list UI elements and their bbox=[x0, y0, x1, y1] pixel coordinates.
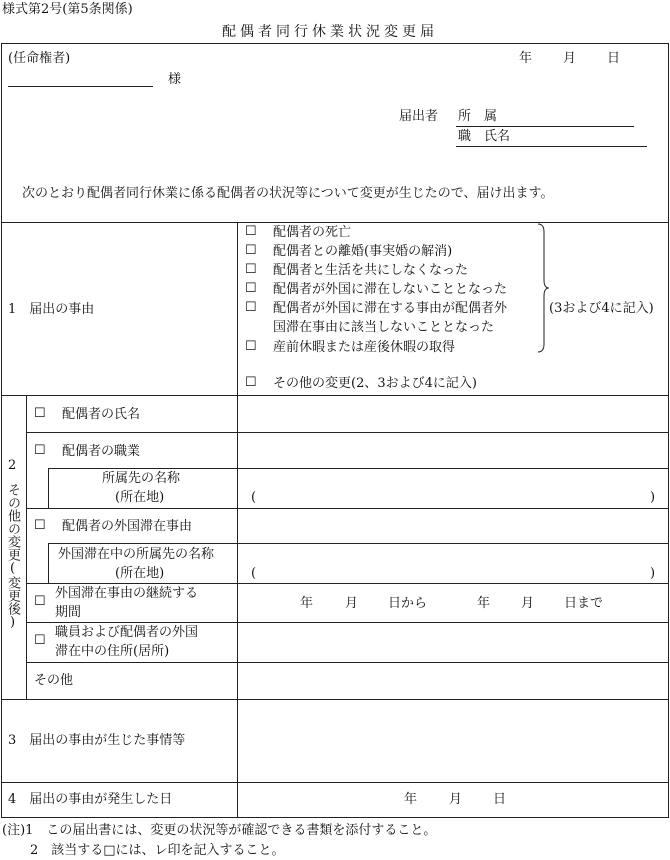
indent-divider-2 bbox=[48, 543, 49, 583]
section2-vertical-label: その他の変更(変更後) bbox=[5, 483, 20, 630]
opt6-checkbox[interactable]: ☐ bbox=[245, 339, 257, 354]
period-to: 日まで bbox=[564, 596, 604, 611]
section2-value-divider bbox=[237, 395, 238, 699]
note-1: (注)1 この届出書には、変更の状況等が確認できる書類を添付すること。 bbox=[2, 823, 437, 838]
opt4-checkbox[interactable]: ☐ bbox=[245, 281, 257, 296]
spouse-name-label: 配偶者の氏名 bbox=[62, 407, 141, 422]
rule-section2-bottom bbox=[1, 699, 669, 700]
rule-r2 bbox=[48, 468, 668, 469]
rule-r7 bbox=[26, 662, 668, 663]
period-checkbox[interactable]: ☐ bbox=[34, 594, 46, 609]
section4-label: 4 届出の事由が発生した日 bbox=[8, 792, 173, 807]
opt2-label: 配偶者との離婚(事実婚の解消) bbox=[273, 244, 453, 259]
frame-left bbox=[1, 43, 2, 818]
stay-reason-label: 配偶者の外国滞在事由 bbox=[62, 519, 193, 534]
section4-month: 月 bbox=[449, 792, 463, 807]
period-month2: 月 bbox=[521, 596, 535, 611]
period-label-1: 外国滞在事由の継続する bbox=[55, 586, 199, 601]
section1-label: 1 届出の事由 bbox=[8, 302, 95, 317]
stay-reason-checkbox[interactable]: ☐ bbox=[34, 518, 46, 533]
sama-label: 様 bbox=[168, 72, 182, 87]
note-2: 2 該当する□には、レ印を記入すること。 bbox=[30, 843, 285, 858]
section4-day: 日 bbox=[493, 792, 507, 807]
org-name-label: 所属先の名称 bbox=[102, 471, 181, 486]
indent-divider-1 bbox=[48, 468, 49, 508]
opt1-checkbox[interactable]: ☐ bbox=[245, 224, 257, 239]
opt5-label: 配偶者が外国に滞在する事由が配偶者外 bbox=[273, 301, 508, 316]
brace-note: (3および4に記入) bbox=[549, 301, 654, 316]
other-change-checkbox[interactable]: ☐ bbox=[245, 375, 257, 390]
period-year: 年 bbox=[300, 596, 314, 611]
statement: 次のとおり配偶者同行休業に係る配偶者の状況等について変更が生じたので、届け出ます。 bbox=[22, 186, 554, 201]
abroad-paren-close: ) bbox=[650, 566, 656, 581]
date-month: 月 bbox=[563, 51, 577, 66]
opt5-label-cont: 国滞在事由に該当しないこととなった bbox=[273, 320, 495, 335]
rule-r4 bbox=[48, 543, 668, 544]
rule-r3 bbox=[26, 508, 668, 509]
spouse-name-checkbox[interactable]: ☐ bbox=[34, 406, 46, 421]
org-paren-close: ) bbox=[650, 490, 656, 505]
frame-right bbox=[668, 43, 669, 818]
org-paren-open: ( bbox=[251, 490, 257, 505]
spouse-job-checkbox[interactable]: ☐ bbox=[34, 443, 46, 458]
opt4-label: 配偶者が外国に滞在しないこととなった bbox=[273, 282, 508, 297]
frame-bottom bbox=[1, 817, 669, 818]
abroad-location-label: (所在地) bbox=[115, 566, 165, 581]
submitter-label: 届出者 bbox=[399, 109, 439, 124]
section2-number: 2 bbox=[8, 458, 17, 473]
form-title: 配偶者同行休業状況変更届 bbox=[222, 24, 438, 40]
period-from: 日から bbox=[388, 596, 428, 611]
abroad-paren-open: ( bbox=[251, 566, 257, 581]
section3-label: 3 届出の事由が生じた事情等 bbox=[8, 733, 186, 748]
rule-section3-bottom bbox=[1, 782, 669, 783]
affiliation-underline[interactable] bbox=[456, 126, 634, 127]
date-year: 年 bbox=[519, 51, 533, 66]
abroad-org-label: 外国滞在中の所属先の名称 bbox=[58, 547, 215, 562]
rule-r1 bbox=[26, 432, 668, 433]
section4-year: 年 bbox=[404, 792, 418, 807]
opt6-label: 産前休暇または産後休暇の取得 bbox=[273, 340, 456, 355]
spouse-job-label: 配偶者の職業 bbox=[62, 444, 141, 459]
rule-r6 bbox=[26, 622, 668, 623]
name-underline[interactable] bbox=[456, 146, 647, 147]
other-change-label: その他の変更(2、3および4に記入) bbox=[273, 376, 477, 391]
rule-r5 bbox=[26, 583, 668, 584]
date-day: 日 bbox=[607, 51, 621, 66]
appointer-underline[interactable] bbox=[8, 86, 153, 87]
org-location-label: (所在地) bbox=[115, 490, 165, 505]
period-month: 月 bbox=[345, 596, 359, 611]
position-name-label: 職 氏名 bbox=[458, 129, 511, 144]
opt2-checkbox[interactable]: ☐ bbox=[245, 243, 257, 258]
section1-divider bbox=[237, 222, 238, 395]
address-label-2: 滞在中の住所(居所) bbox=[55, 644, 170, 659]
opt3-label: 配偶者と生活を共にしなくなった bbox=[273, 263, 469, 278]
address-checkbox[interactable]: ☐ bbox=[34, 633, 46, 648]
appointer-label: (任命権者) bbox=[8, 51, 71, 66]
opt1-label: 配偶者の死亡 bbox=[273, 225, 352, 240]
frame-top bbox=[1, 43, 669, 44]
period-label-2: 期間 bbox=[55, 605, 82, 620]
section2-col-divider bbox=[26, 395, 27, 699]
rule-header-bottom bbox=[1, 222, 669, 223]
address-label-1: 職員および配偶者の外国 bbox=[55, 625, 199, 640]
affiliation-label: 所 属 bbox=[458, 109, 498, 124]
rule-section1-bottom bbox=[1, 395, 669, 396]
section3-divider bbox=[237, 699, 238, 817]
brace-icon bbox=[536, 222, 550, 354]
form-id: 様式第2号(第5条関係) bbox=[2, 2, 133, 17]
section2-other-label: その他 bbox=[34, 673, 74, 688]
opt5-checkbox[interactable]: ☐ bbox=[245, 300, 257, 315]
opt3-checkbox[interactable]: ☐ bbox=[245, 262, 257, 277]
period-year2: 年 bbox=[477, 596, 491, 611]
